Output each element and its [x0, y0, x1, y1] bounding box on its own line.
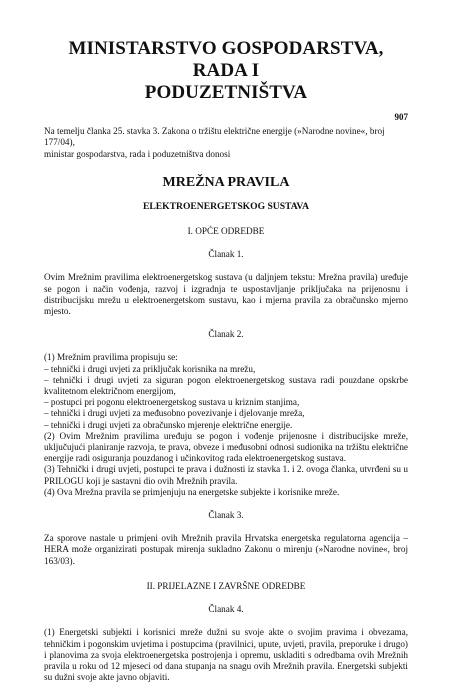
article-3-text: Za sporove nastale u primjeni ovih Mrežnih pravila Hrvatska energetska regulatorna agencija – HERA može organizirati postupak mirenja sukladno Zakonu o mirenju (»Narodne novine«, broj 163/03). — [44, 533, 408, 566]
ministry-title-line-2: PODUZETNIŠTVA — [144, 82, 308, 103]
intro-text — [44, 126, 408, 160]
article-2-line: (1) Mrežnim pravilima propisuju se: — [44, 352, 178, 363]
article-3-heading: Članak 3. — [208, 510, 244, 521]
document-number: 907 — [394, 112, 408, 122]
ministry-title-line-1: MINISTARSTVO GOSPODARSTVA, RADA I — [68, 38, 384, 81]
intro-line-1: Na temelju članka 25. stavka 3. Zakona o tržištu električne energije (»Narodne novine«, broj 177/04), — [44, 126, 385, 148]
section-heading-transitional: II. PRIJELAZNE I ZAVRŠNE ODREDBE — [146, 580, 306, 591]
ministry-title — [44, 38, 408, 104]
article-2-line: – tehnički i drugi uvjeti za obračunsko mjerenje električne energije. — [44, 419, 293, 430]
article-2-line: – postupci pri pogonu elektroenergetskog sustava u kriznim stanjima, — [44, 397, 300, 408]
article-2-line: (3) Tehnički i drugi uvjeti, postupci te prava i dužnosti iz stavka 1. i 2. ovoga članka, utvrđeni su u PRILOGU koji je sastavni dio ovih Mrežnih pravila. — [44, 464, 408, 486]
article-2-line: (4) Ova Mrežna pravila se primjenjuju na energetske subjekte i korisnike mreže. — [44, 486, 340, 497]
regulation-subtitle: ELEKTROENERGETSKOG SUSTAVA — [142, 200, 310, 212]
section-heading-general: I. OPĆE ODREDBE — [187, 226, 265, 237]
regulation-title: MREŽNA PRAVILA — [162, 174, 290, 190]
article-2-line: – tehnički i drugi uvjeti za priključak korisnika na mrežu, — [44, 363, 256, 374]
intro-line-2: ministar gospodarstva, rada i poduzetništva donosi — [44, 148, 231, 159]
article-2-line: – tehnički i drugi uvjeti za siguran pogon elektroenergetskog sustava radi pouzdane opskrbe kvalitetnom električnom energijom, — [44, 374, 408, 397]
article-1-heading: Članak 1. — [208, 249, 244, 260]
article-2-heading: Članak 2. — [208, 329, 244, 340]
article-4-text: (1) Energetski subjekti i korisnici mreže dužni su svoje akte o svojim pravima i obvezama, tehničkim i pogonskim uvjetima i postupcima (pravilnici, upute, uvjeti, pravila, preporuke i drugo) i planovima za svoja elektroenergetska postrojenja i opremu, uskladiti s odredbama ovih Mrežnih pravila u roku od 12 mjeseci od dana stupanja na snagu ovih Mrežnih pravila. Energetski subjekti su dužni svoje akte javno objaviti. — [44, 627, 408, 683]
article-2-line: (2) Ovim Mrežnim pravilima uređuju se pogon i vođenje prijenosne i distribucijske mreže, uključujući planiranje razvoja, te prava, obveze i međusobni odnosi sudionika na tržištu električne energije radi osiguranja pouzdanog i učinkovitog rada elektroenergetskog sustava. — [44, 430, 408, 464]
article-2-line: – tehnički i drugi uvjeti za međusobno povezivanje i djelovanje mreža, — [44, 408, 305, 419]
article-1-text: Ovim Mrežnim pravilima elektroenergetskog sustava (u daljnjem tekstu: Mrežna pravila) uređuje se pogon i način vođenja, razvoj i izgradnja te uspostavljanje priključaka na prijenosnu i distribucijsku mrežu u elektroenergetskom sustavu, kao i mjerna pravila za obračunsko mjerno mjesto. — [44, 272, 408, 317]
article-4-heading: Članak 4. — [208, 604, 244, 615]
article-2-body — [44, 352, 408, 498]
